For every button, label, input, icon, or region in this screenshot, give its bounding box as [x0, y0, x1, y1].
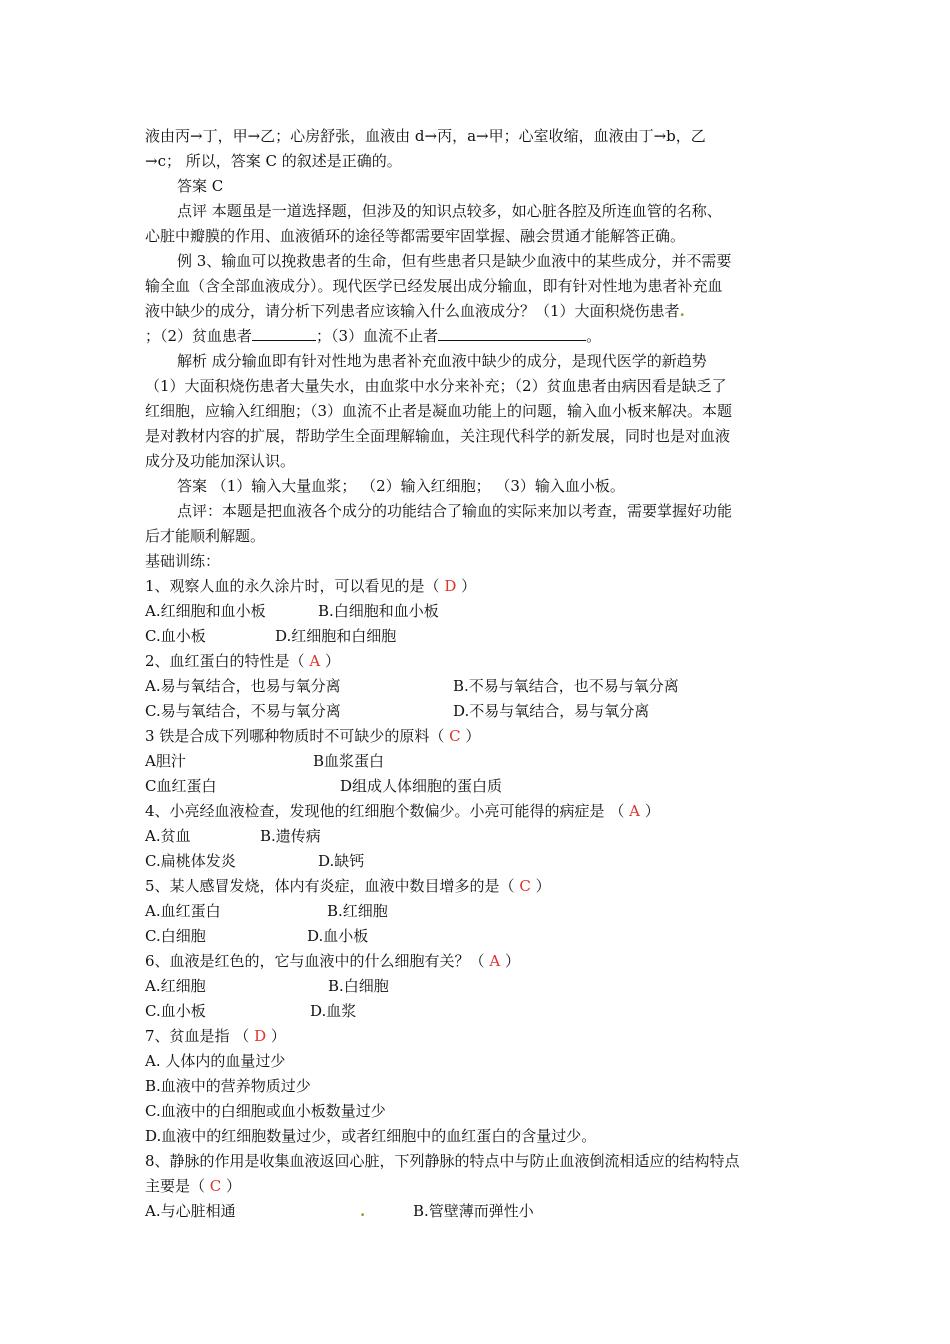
option-d: D.血液中的红细胞数量过少，或者红细胞中的血红蛋白的含量过少。	[145, 1127, 597, 1145]
question-stem	[145, 876, 815, 896]
text-line-part: 。	[586, 327, 602, 345]
question-stem	[145, 1026, 815, 1046]
option-row	[145, 676, 815, 696]
option-b: B血浆蛋白	[313, 752, 385, 770]
text-dot: .	[360, 1202, 366, 1220]
option-row	[145, 1201, 815, 1221]
option-a: A.红细胞和血小板	[145, 602, 266, 620]
option-d: D.血小板	[307, 927, 369, 945]
question-text: ）	[456, 577, 477, 595]
option-b: B.红细胞	[327, 902, 388, 920]
question-text: 4、小亮经血液检查，发现他的红细胞个数偏少。小亮可能得的病症是 （	[145, 802, 630, 820]
text-line: 成分及功能加深认识。	[145, 452, 296, 470]
option-row	[145, 1001, 815, 1021]
text-line: →c； 所以，答案 C 的叙述是正确的。	[145, 152, 402, 170]
option-d: D.不易与氧结合，易与氧分离	[453, 702, 650, 720]
answer-mark: C	[449, 727, 461, 745]
option-a: A.与心脏相通	[145, 1202, 236, 1220]
fill-blank-line	[145, 326, 815, 346]
option-a: A.易与氧结合，也易与氧分离	[145, 677, 341, 695]
question-text: ）	[530, 877, 551, 895]
option-c: C.血小板	[145, 1002, 206, 1020]
option-c: C血红蛋白	[145, 777, 217, 795]
text-line: 例 3、输血可以挽救患者的生命，但有些患者只是缺少血液中的某些成分，并不需要	[177, 252, 732, 270]
section-heading: 基础训练：	[145, 552, 221, 570]
option-row	[145, 901, 815, 921]
option-row	[145, 601, 815, 621]
option-d: D.缺钙	[318, 852, 365, 870]
answer-mark: A	[309, 652, 321, 670]
text-line: 点评 本题虽是一道选择题，但涉及的知识点较多，如心脏各腔及所连血管的名称、	[177, 202, 722, 220]
option-c: C.血液中的白细胞或血小板数量过少	[145, 1102, 386, 1120]
text-line: 答案 （1）输入大量血浆； （2）输入红细胞； （3）输入血小板。	[177, 477, 625, 495]
option-a: A胆汁	[145, 752, 186, 770]
answer-mark: C	[519, 877, 531, 895]
option-b: B.血液中的营养物质过少	[145, 1077, 311, 1095]
option-c: C.易与氧结合，不易与氧分离	[145, 702, 341, 720]
option-c: C.白细胞	[145, 927, 206, 945]
question-text: 主要是（	[145, 1177, 210, 1195]
option-b: B.管壁薄而弹性小	[413, 1202, 534, 1220]
option-b: B.遗传病	[260, 827, 321, 845]
option-row	[145, 626, 815, 646]
text-line: 答案 C	[177, 177, 224, 195]
answer-mark: A	[489, 952, 501, 970]
question-stem	[145, 1176, 815, 1196]
option-d: D组成人体细胞的蛋白质	[340, 777, 503, 795]
option-b: B.白细胞和血小板	[318, 602, 439, 620]
option-row	[145, 701, 815, 721]
option-d: D.红细胞和白细胞	[275, 627, 397, 645]
answer-mark: A	[629, 802, 640, 820]
text-dot: .	[679, 302, 685, 320]
text-line: 液由丙→丁，甲→乙；心房舒张，血液由 d→丙，a→甲；心室收缩，血液由丁→b，乙	[145, 127, 706, 145]
option-row	[145, 851, 815, 871]
option-c: C.扁桃体发炎	[145, 852, 236, 870]
question-stem	[145, 651, 815, 671]
question-text: ）	[320, 652, 340, 670]
option-a: A.红细胞	[145, 977, 206, 995]
option-d: D.血浆	[310, 1002, 357, 1020]
option-c: C.血小板	[145, 627, 206, 645]
text-line: 后才能顺利解题。	[145, 527, 266, 545]
answer-blank[interactable]	[252, 326, 316, 341]
answer-mark: C	[209, 1177, 222, 1195]
text-line: 是对教材内容的扩展，帮助学生全面理解输血，关注现代科学的新发展，同时也是对血液	[145, 427, 731, 445]
answer-mark: D	[444, 577, 457, 595]
option-row	[145, 826, 815, 846]
question-stem	[145, 951, 815, 971]
option-a: A. 人体内的血量过少	[145, 1052, 286, 1070]
option-row	[145, 751, 815, 771]
text-line: 红细胞，应输入红细胞；（3）血流不止者是凝血功能上的问题，输入血小板来解决。本题	[145, 402, 733, 420]
option-row	[145, 776, 815, 796]
question-text: ）	[500, 952, 520, 970]
text-line	[145, 301, 815, 321]
question-text: 1、观察人血的永久涂片时，可以看见的是（	[145, 577, 445, 595]
question-stem: 8、静脉的作用是收集血液返回心脏，下列静脉的特点中与防止血液倒流相适应的结构特点	[145, 1152, 740, 1170]
text-line: 解析 成分输血即有针对性地为患者补充血液中缺少的成分，是现代医学的新趋势	[177, 352, 707, 370]
option-row	[145, 926, 815, 946]
question-text: ）	[221, 1177, 242, 1195]
text-line: 点评：本题是把血液各个成分的功能结合了输血的实际来加以考查，需要掌握好功能	[177, 502, 733, 520]
question-text: 7、贫血是指 （	[145, 1027, 255, 1045]
answer-mark: D	[254, 1027, 267, 1045]
option-a: A.贫血	[145, 827, 191, 845]
option-b: B.白细胞	[328, 977, 389, 995]
text-line-part: ；（3）血流不止者	[316, 327, 439, 345]
question-text: ）	[266, 1027, 286, 1045]
text-line: 输全血（含全部血液成分）。现代医学已经发展出成分输血，即有针对性地为患者补充血	[145, 277, 723, 295]
question-stem	[145, 726, 815, 746]
question-text: ）	[639, 802, 660, 820]
text-line: （1）大面积烧伤患者大量失水，由血浆中水分来补充；（2）贫血患者由病因看是缺乏了	[145, 377, 727, 395]
answer-blank[interactable]	[438, 326, 586, 341]
question-text: 5、某人感冒发烧，体内有炎症，血液中数目增多的是（	[145, 877, 520, 895]
option-row	[145, 976, 815, 996]
text-line-part: ；（2）贫血患者	[145, 327, 253, 345]
text-line-part: 液中缺少的成分，请分析下列患者应该输入什么血液成分？（1）大面积烧伤患者	[145, 302, 680, 320]
question-stem	[145, 576, 815, 596]
question-text: ）	[460, 727, 481, 745]
text-line: 心脏中瓣膜的作用、血液循环的途径等都需要牢固掌握、融会贯通才能解答正确。	[145, 227, 686, 245]
option-b: B.不易与氧结合，也不易与氧分离	[453, 677, 679, 695]
question-text: 2、血红蛋白的特性是（	[145, 652, 310, 670]
question-text: 3 铁是合成下列哪种物质时不可缺少的原料（	[145, 727, 450, 745]
question-stem	[145, 801, 815, 821]
option-a: A.血红蛋白	[145, 902, 221, 920]
question-text: 6、血液是红色的，它与血液中的什么细胞有关？（	[145, 952, 490, 970]
